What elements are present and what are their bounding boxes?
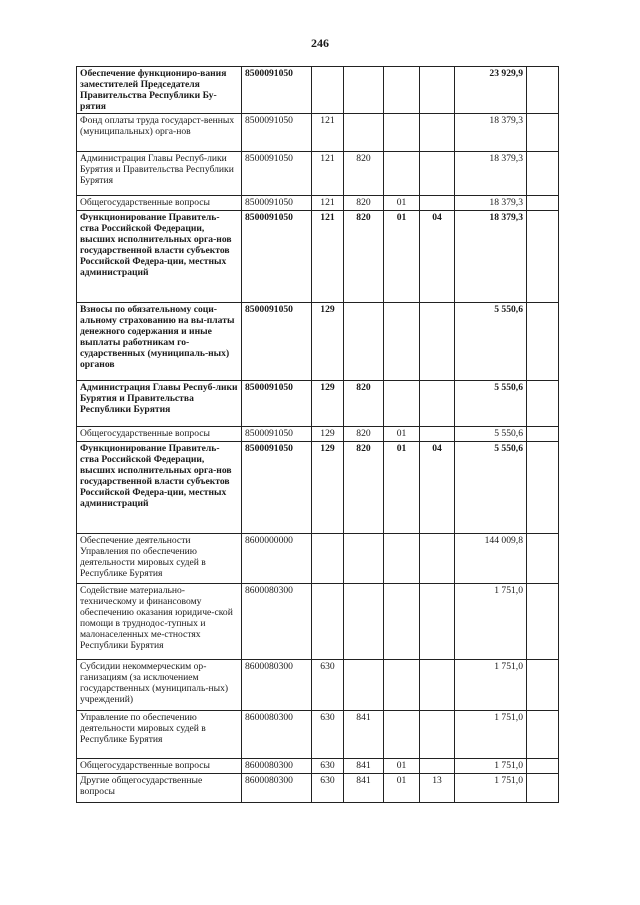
row-empty-cell (527, 211, 559, 303)
row-ministry-code (344, 303, 384, 381)
row-subsection: 13 (420, 774, 455, 803)
row-empty-cell (527, 303, 559, 381)
row-subsection (420, 711, 455, 759)
table-row (77, 381, 559, 427)
table-row (77, 711, 559, 759)
row-name: Взносы по обязательному соци-альному страхованию на вы-платы денежного содержания и иные выплаты работникам го-сударственных (муниципаль-ных) органов (77, 303, 242, 381)
row-ministry-code: 820 (344, 427, 384, 442)
row-empty-cell (527, 114, 559, 152)
row-subsection (420, 759, 455, 774)
row-expense-type (312, 534, 344, 584)
row-amount: 5 550,6 (455, 427, 527, 442)
row-subsection (420, 381, 455, 427)
table-row (77, 774, 559, 803)
row-subsection (420, 114, 455, 152)
row-code: 8500091050 (242, 196, 312, 211)
row-name: Другие общегосударственные вопросы (77, 774, 242, 803)
row-subsection (420, 67, 455, 114)
row-ministry-code: 820 (344, 196, 384, 211)
row-subsection: 04 (420, 442, 455, 534)
table-row (77, 584, 559, 660)
row-expense-type: 129 (312, 303, 344, 381)
row-ministry-code: 841 (344, 774, 384, 803)
row-name: Администрация Главы Респуб-лики Бурятия и Правительства Республики Бурятия (77, 152, 242, 196)
row-empty-cell (527, 442, 559, 534)
row-name: Функционирование Правитель-ства Российской Федерации, высших исполнительных орга-нов государственной власти субъектов Российской Федера-ции, местных администраций (77, 442, 242, 534)
table-row (77, 152, 559, 196)
row-code: 8500091050 (242, 381, 312, 427)
row-empty-cell (527, 381, 559, 427)
row-empty-cell (527, 660, 559, 711)
row-code: 8500091050 (242, 114, 312, 152)
row-code: 8600080300 (242, 711, 312, 759)
row-empty-cell (527, 759, 559, 774)
row-ministry-code (344, 67, 384, 114)
row-code: 8500091050 (242, 67, 312, 114)
row-expense-type (312, 67, 344, 114)
row-name: Содействие материально-техническому и финансовому обеспечению оказания юридиче-ской помощи в труднодос-тупных и малонаселенных ме-стностях Республики Бурятия (77, 584, 242, 660)
row-subsection: 04 (420, 211, 455, 303)
row-section (384, 152, 420, 196)
row-subsection (420, 152, 455, 196)
row-amount: 18 379,3 (455, 114, 527, 152)
table-body (77, 67, 559, 803)
row-ministry-code (344, 114, 384, 152)
row-amount: 144 009,8 (455, 534, 527, 584)
row-section (384, 584, 420, 660)
row-expense-type: 129 (312, 427, 344, 442)
table-row (77, 196, 559, 211)
row-section (384, 534, 420, 584)
row-name: Общегосударственные вопросы (77, 759, 242, 774)
row-section: 01 (384, 427, 420, 442)
table-row (77, 211, 559, 303)
row-code: 8500091050 (242, 442, 312, 534)
row-amount: 1 751,0 (455, 711, 527, 759)
row-ministry-code: 841 (344, 759, 384, 774)
row-subsection (420, 660, 455, 711)
row-section (384, 711, 420, 759)
row-section: 01 (384, 442, 420, 534)
table-row (77, 427, 559, 442)
row-amount: 5 550,6 (455, 303, 527, 381)
row-name: Общегосударственные вопросы (77, 196, 242, 211)
row-empty-cell (527, 196, 559, 211)
row-empty-cell (527, 711, 559, 759)
row-expense-type: 121 (312, 211, 344, 303)
row-empty-cell (527, 774, 559, 803)
row-code: 8600080300 (242, 774, 312, 803)
row-ministry-code: 841 (344, 711, 384, 759)
row-amount: 1 751,0 (455, 759, 527, 774)
row-expense-type: 129 (312, 381, 344, 427)
row-expense-type: 630 (312, 759, 344, 774)
row-amount: 5 550,6 (455, 442, 527, 534)
row-ministry-code (344, 534, 384, 584)
row-section: 01 (384, 759, 420, 774)
row-amount: 1 751,0 (455, 584, 527, 660)
row-empty-cell (527, 584, 559, 660)
row-empty-cell (527, 67, 559, 114)
row-expense-type: 121 (312, 114, 344, 152)
row-empty-cell (527, 152, 559, 196)
row-expense-type (312, 584, 344, 660)
row-name: Общегосударственные вопросы (77, 427, 242, 442)
row-amount: 23 929,9 (455, 67, 527, 114)
table-row (77, 67, 559, 114)
row-code: 8500091050 (242, 427, 312, 442)
row-ministry-code: 820 (344, 381, 384, 427)
row-amount: 5 550,6 (455, 381, 527, 427)
row-expense-type: 630 (312, 774, 344, 803)
table-row (77, 660, 559, 711)
row-ministry-code (344, 584, 384, 660)
row-expense-type: 121 (312, 152, 344, 196)
row-section (384, 114, 420, 152)
row-amount: 1 751,0 (455, 660, 527, 711)
table-row (77, 303, 559, 381)
row-ministry-code: 820 (344, 152, 384, 196)
table-row (77, 442, 559, 534)
row-subsection (420, 427, 455, 442)
row-section (384, 303, 420, 381)
row-subsection (420, 584, 455, 660)
table-row (77, 759, 559, 774)
row-code: 8600080300 (242, 660, 312, 711)
row-code: 8600080300 (242, 759, 312, 774)
row-expense-type: 129 (312, 442, 344, 534)
row-section: 01 (384, 196, 420, 211)
table-row (77, 114, 559, 152)
row-ministry-code: 820 (344, 442, 384, 534)
row-ministry-code (344, 660, 384, 711)
row-subsection (420, 534, 455, 584)
row-ministry-code: 820 (344, 211, 384, 303)
row-name: Обеспечение деятельности Управления по обеспечению деятельности мировых судей в Республике Бурятия (77, 534, 242, 584)
row-name: Управление по обеспечению деятельности мировых судей в Республике Бурятия (77, 711, 242, 759)
row-empty-cell (527, 427, 559, 442)
row-section: 01 (384, 211, 420, 303)
budget-table (76, 66, 559, 803)
row-name: Администрация Главы Респуб-лики Бурятия и Правительства Республики Бурятия (77, 381, 242, 427)
row-expense-type: 630 (312, 660, 344, 711)
row-code: 8600000000 (242, 534, 312, 584)
table-row (77, 534, 559, 584)
row-subsection (420, 196, 455, 211)
row-code: 8500091050 (242, 211, 312, 303)
row-empty-cell (527, 534, 559, 584)
row-code: 8500091050 (242, 152, 312, 196)
row-name: Обеспечение функциониро-вания заместителей Председателя Правительства Республики Бу-рятия (77, 67, 242, 114)
row-amount: 18 379,3 (455, 211, 527, 303)
row-section (384, 67, 420, 114)
row-expense-type: 630 (312, 711, 344, 759)
row-code: 8600080300 (242, 584, 312, 660)
row-subsection (420, 303, 455, 381)
row-section (384, 660, 420, 711)
row-amount: 18 379,3 (455, 152, 527, 196)
row-section: 01 (384, 774, 420, 803)
row-code: 8500091050 (242, 303, 312, 381)
row-name: Субсидии некоммерческим ор-ганизациям (за исключением государственных (муниципаль-ных) учреждений) (77, 660, 242, 711)
row-name: Фонд оплаты труда государст-венных (муниципальных) орга-нов (77, 114, 242, 152)
row-amount: 18 379,3 (455, 196, 527, 211)
page-number: 246 (311, 36, 329, 50)
row-expense-type: 121 (312, 196, 344, 211)
row-section (384, 381, 420, 427)
row-name: Функционирование Правитель-ства Российской Федерации, высших исполнительных орга-нов государственной власти субъектов Российской Федера-ции, местных администраций (77, 211, 242, 303)
row-amount: 1 751,0 (455, 774, 527, 803)
